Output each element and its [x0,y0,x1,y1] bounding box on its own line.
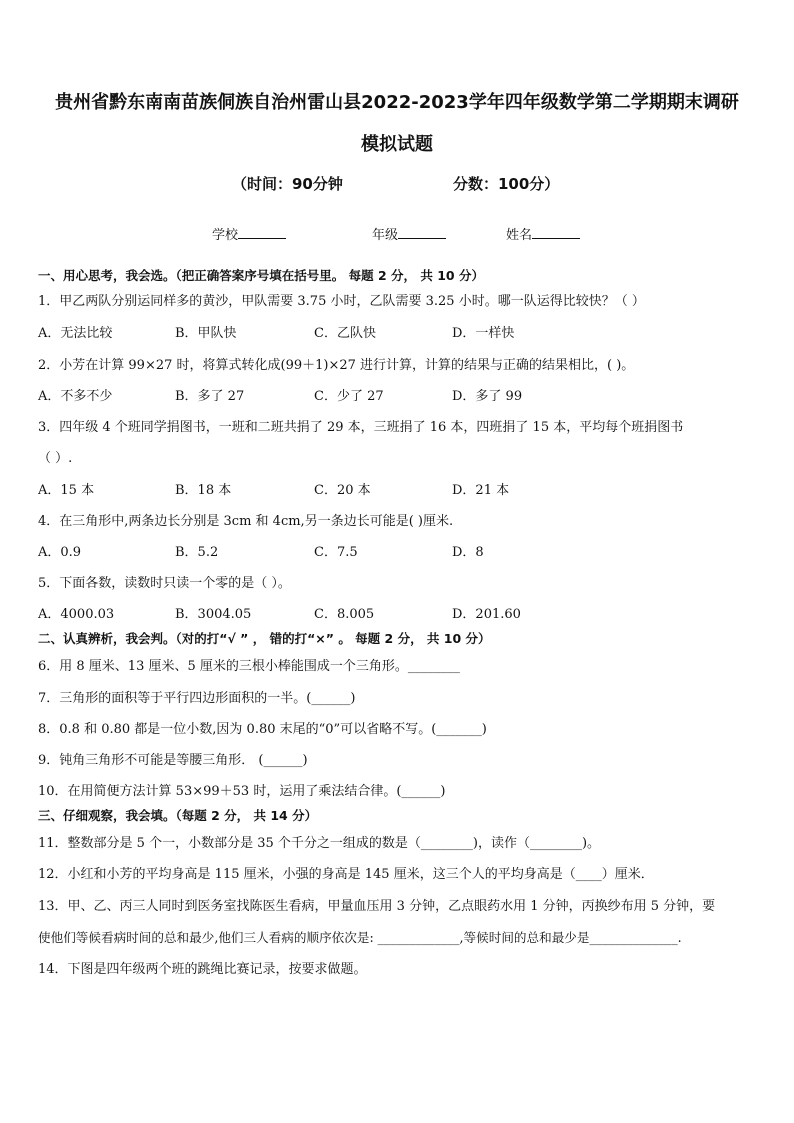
q2-option-b[interactable]: B．多了 27 [175,389,245,404]
q5-option-c[interactable]: C．8.005 [314,607,375,622]
question-7: 7．三角形的面积等于平行四边形面积的一半。(______) [38,691,356,706]
section3-heading: 三、仔细观察，我会填。（每题 2 分， 共 14 分） [38,808,318,823]
grade-label: 年级 [372,228,399,243]
q1-option-c[interactable]: C．乙队快 [314,326,376,341]
question-8: 8．0.8 和 0.80 都是一位小数,因为 0.80 末尾的“0”可以省略不写。(_______) [38,722,487,737]
question-10: 10．在用简便方法计算 53×99＋53 时，运用了乘法结合律。(______) [38,784,446,799]
q1-option-d[interactable]: D．一样快 [452,326,515,341]
section2-heading: 二、认真辨析，我会判。（对的打“√ ” ， 错的打“×” 。 每题 2 分， 共 10 分） [38,631,491,646]
q3-option-c[interactable]: C．20 本 [314,483,371,498]
q4-option-d[interactable]: D．8 [452,545,484,560]
question-11: 11．整数部分是 5 个一，小数部分是 35 个千分之一组成的数是（________)，读作（________)。 [38,836,601,851]
question-3-cont: （ ）. [38,451,73,466]
exam-title-line2: 模拟试题 [361,134,433,155]
question-4: 4．在三角形中,两条边长分别是 3cm 和 4cm,另一条边长可能是( )厘米. [38,514,454,529]
question-1: 1．甲乙两队分别运同样多的黄沙，甲队需要 3.75 小时，乙队需要 3.25 小时。哪一队运得比较快？（ ） [38,294,645,309]
name-label: 姓名 [506,228,533,243]
q5-option-d[interactable]: D．201.60 [452,607,521,622]
q2-option-a[interactable]: A．不多不少 [38,389,113,404]
question-13-cont: 使他们等候看病时间的总和最少,他们三人看病的顺序依次是: _____________,等候时间的总和最少是______________. [38,930,682,945]
question-6: 6．用 8 厘米、13 厘米、5 厘米的三根小棒能围成一个三角形。________ [38,659,460,674]
q3-option-b[interactable]: B．18 本 [175,483,232,498]
q3-option-d[interactable]: D．21 本 [452,483,510,498]
exam-title: 贵州省黔东南南苗族侗族自治州雷山县2022-2023学年四年级数学第二学期期末调研 [55,92,739,113]
question-14: 14．下图是四年级两个班的跳绳比赛记录，按要求做题。 [38,962,367,977]
name-field[interactable] [506,224,580,243]
school-field[interactable] [212,224,286,243]
q5-option-a[interactable]: A．4000.03 [38,607,115,622]
exam-score: 分数：100分） [453,175,560,193]
q5-option-b[interactable]: B．3004.05 [175,607,252,622]
q4-option-b[interactable]: B．5.2 [175,545,219,560]
grade-blank[interactable] [398,226,446,239]
question-13: 13．甲、乙、丙三人同时到医务室找陈医生看病，甲量血压用 3 分钟，乙点眼药水用 1 分钟，丙换纱布用 5 分钟，要 [38,899,716,914]
q1-option-b[interactable]: B．甲队快 [175,326,237,341]
q1-option-a[interactable]: A．无法比较 [38,326,113,341]
exam-time: （时间：90分钟 [232,175,343,193]
question-5: 5．下面各数，读数时只读一个零的是（ ）。 [38,576,291,591]
school-blank[interactable] [238,226,286,239]
section1-heading: 一、用心思考，我会选。（把正确答案序号填在括号里。 每题 2 分， 共 10 分） [38,268,484,283]
q4-option-c[interactable]: C．7.5 [314,545,358,560]
question-12: 12．小红和小芳的平均身高是 115 厘米，小强的身高是 145 厘米，这三个人的平均身高是（____）厘米． [38,867,654,882]
q2-option-c[interactable]: C．少了 27 [314,389,384,404]
question-9: 9．钝角三角形不可能是等腰三角形． (______) [38,753,308,768]
name-blank[interactable] [532,226,580,239]
q4-option-a[interactable]: A．0.9 [38,545,82,560]
question-2: 2．小芳在计算 99×27 时，将算式转化成(99＋1)×27 进行计算，计算的结果与正确的结果相比，( )。 [38,358,635,373]
question-3: 3．四年级 4 个班同学捐图书，一班和二班共捐了 29 本，三班捐了 16 本，四班捐了 15 本，平均每个班捐图书 [38,420,684,435]
school-label: 学校 [212,228,239,243]
grade-field[interactable] [372,224,446,243]
q3-option-a[interactable]: A．15 本 [38,483,95,498]
q2-option-d[interactable]: D．多了 99 [452,389,523,404]
